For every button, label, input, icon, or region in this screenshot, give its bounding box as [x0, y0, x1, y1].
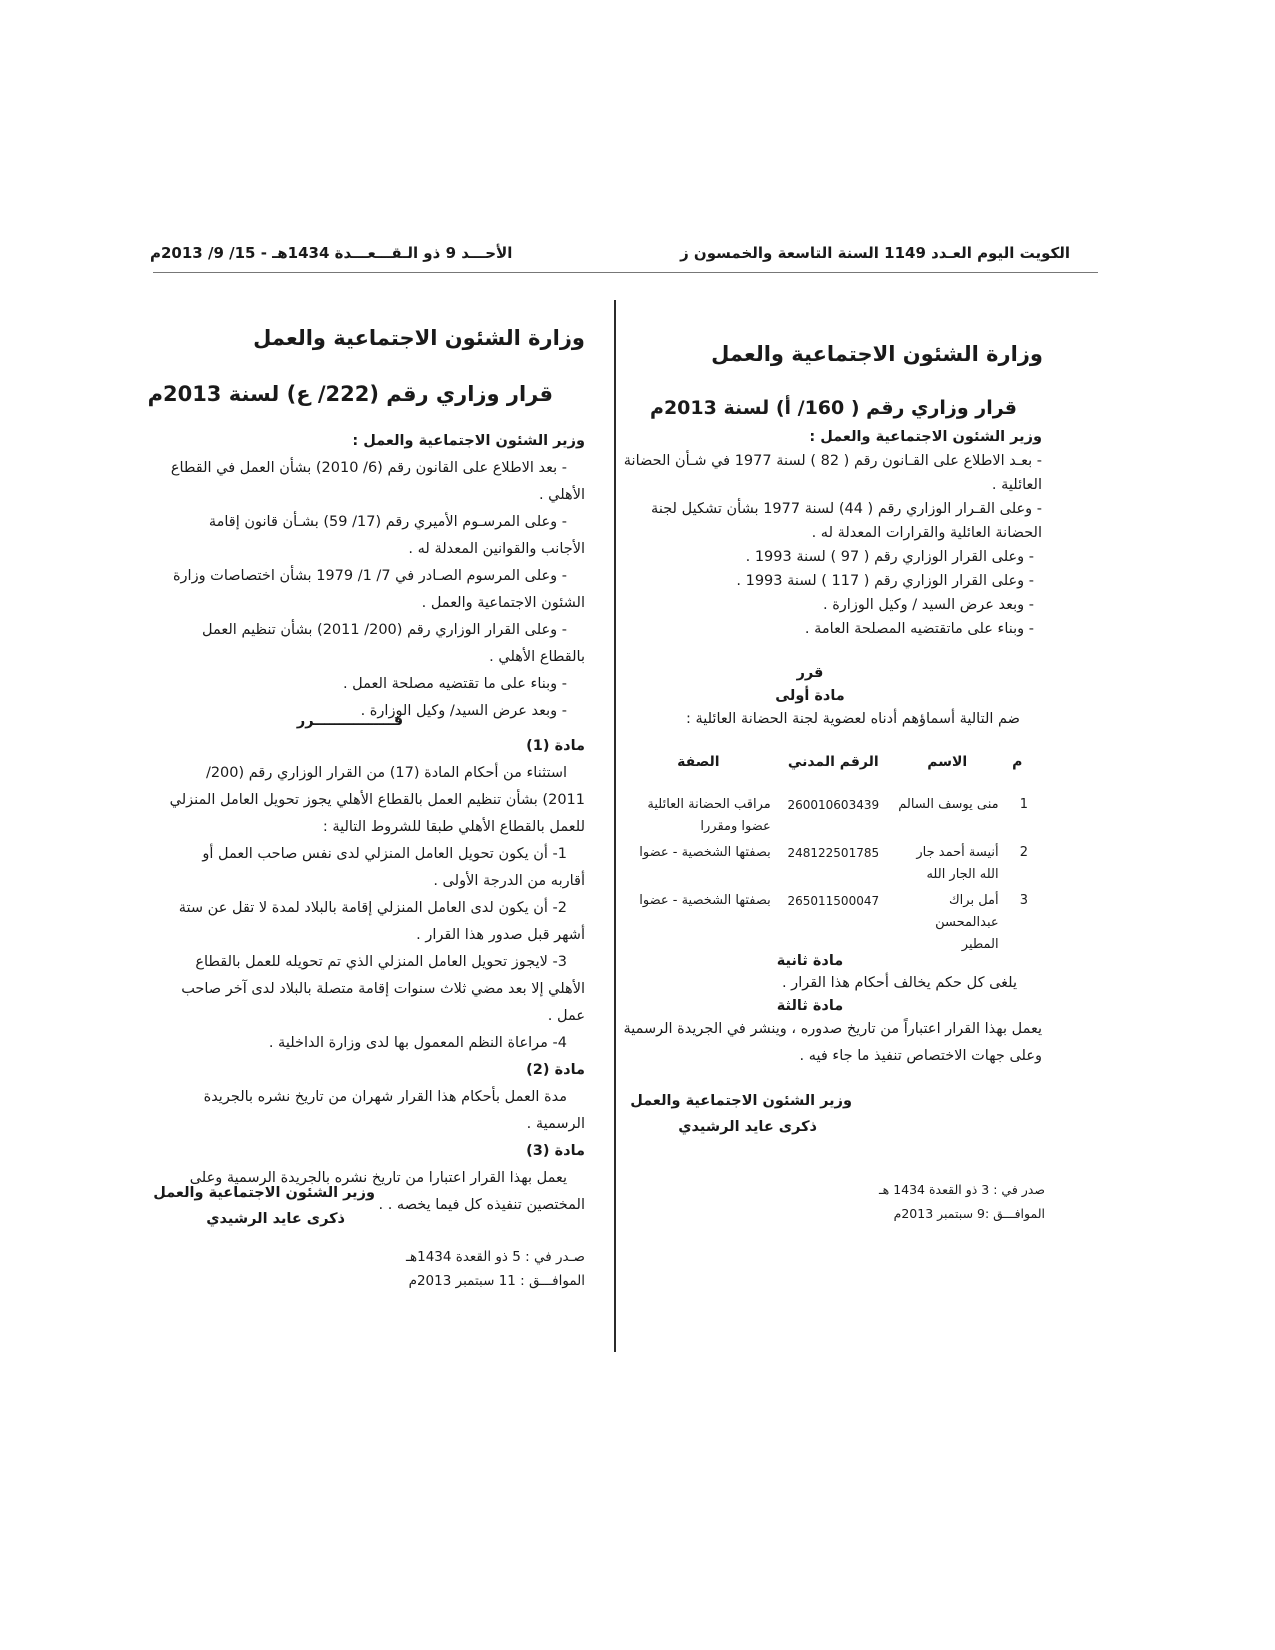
- right-signature: [592, 1088, 852, 1140]
- right-preamble-item: - بعـد الاطلاع على القـانون رقم ( 82 ) لسنة 1977 في شـأن الحضانة العائلية .: [623, 453, 1042, 493]
- cell-index: 3: [1019, 893, 1028, 908]
- left-condition: 4- مراعاة النظم المعمول بها لدى وزارة الداخلية .: [268, 1035, 567, 1051]
- table-header-row: [622, 752, 1032, 792]
- left-issue-date: [345, 1245, 585, 1293]
- left-minister-line: وزير الشئون الاجتماعية والعمل :: [352, 433, 585, 449]
- left-decided: قــــــــــــــــرر: [296, 713, 404, 729]
- left-decree-title: قرار وزاري رقم (222/ ع) لسنة 2013م: [147, 382, 553, 406]
- left-condition: 3- لايجوز تحويل العامل المنزلي الذي تم تحويله للعمل بالقطاع الأهلي إلا بعد مضي ثلاث سنوات إقامة متصلة بالبلاد لدى آخر صاحب عمل .: [181, 954, 585, 1024]
- column-divider: [614, 300, 616, 1352]
- members-table-wrap: [622, 752, 1032, 958]
- left-article1-intro: استثناء من أحكام المادة (17) من القرار الوزاري رقم (200/ 2011) بشأن تنظيم العمل بالقطاع الأهلي يجوز تحويل العامل المنزلي للعمل بالقطاع الأهلي طبقا للشروط التالية :: [169, 765, 585, 835]
- right-signature-title: وزير الشئون الاجتماعية والعمل: [630, 1093, 852, 1109]
- left-corresponding: الموافـــق : 11 سبتمبر 2013م: [408, 1273, 585, 1289]
- right-article3-text: يعمل بهذا القرار اعتباراً من تاريخ صدوره ، وينشر في الجريدة الرسمية وعلى جهات الاختصاص تنفيذ ما جاء فيه .: [623, 1021, 1042, 1064]
- right-preamble-item: - وبعد عرض السيد / وكيل الوزارة .: [822, 597, 1034, 613]
- left-signature-name: ذكرى عايد الرشيدي: [206, 1211, 345, 1227]
- left-article2-title: مادة (2): [526, 1062, 585, 1078]
- cell-name: أنيسة أحمد جار الله الجار الله: [916, 845, 999, 882]
- right-issued-in: صدر في : 3 ذو القعدة 1434 هـ: [878, 1182, 1045, 1197]
- left-preamble: [167, 428, 585, 725]
- cell-civil-id: 248122501785: [787, 846, 880, 860]
- left-article3-title: مادة (3): [526, 1143, 585, 1159]
- right-corresponding: الموافـــق :9 سبتمبر 2013م: [893, 1206, 1045, 1221]
- left-ministry-title: وزارة الشئون الاجتماعية والعمل: [253, 326, 585, 350]
- right-ministry-title: وزارة الشئون الاجتماعية والعمل: [711, 342, 1043, 366]
- cell-capacity: مراقب الحضانة العائلية عضوا ومقررا: [647, 797, 771, 834]
- right-article2-text: يلغى كل حكم يخالف أحكام هذا القرار .: [781, 975, 1017, 991]
- right-issue-date: [805, 1178, 1045, 1226]
- left-preamble-item: - وبعد عرض السيد/ وكيل الوزارة .: [360, 703, 567, 719]
- right-preamble-item: - وعلى القـرار الوزاري رقم ( 44) لسنة 1977 بشأن تشكيل لجنة الحضانة العائلية والقرارات المعدلة له .: [651, 501, 1042, 541]
- left-condition: 2- أن يكون لدى العامل المنزلي إقامة بالبلاد لمدة لا تقل عن ستة أشهر قبل صدور هذا القرار .: [178, 900, 585, 943]
- cell-index: 1: [1019, 797, 1028, 812]
- cell-name: أمل براك عبدالمحسن المطير: [935, 893, 999, 952]
- left-article1-title: مادة (1): [526, 738, 585, 754]
- right-preamble-item: - وعلى القرار الوزاري رقم ( 97 ) لسنة 1993 .: [745, 549, 1034, 565]
- right-preamble-item: - وبناء على ماتقتضيه المصلحة العامة .: [804, 621, 1034, 637]
- table-row: [622, 792, 1032, 840]
- left-preamble-item: - وعلى القرار الوزاري رقم (200/ 2011) بشأن تنظيم العمل بالقطاع الأهلي .: [202, 622, 585, 665]
- header-date: الأحـــد 9 ذو الـقـــعـــدة 1434هـ - 15/ 9/ 2013م: [150, 244, 513, 262]
- header-issue: الكويت اليوم العـدد 1149 السنة التاسعة والخمسون ز: [680, 244, 1070, 262]
- right-preamble-item: - وعلى القرار الوزاري رقم ( 117 ) لسنة 1993 .: [736, 573, 1034, 589]
- right-article2-title: مادة ثانية: [776, 953, 844, 969]
- table-row: [622, 840, 1032, 888]
- left-signature: [135, 1180, 375, 1232]
- left-condition: 1- أن يكون تحويل العامل المنزلي لدى نفس صاحب العمل أو أقاربه من الدرجة الأولى .: [202, 846, 585, 889]
- col-header-capacity: الصفة: [677, 754, 720, 770]
- left-preamble-item: - وبناء على ما تقتضيه مصلحة العمل .: [342, 676, 567, 692]
- col-header-index: م: [1012, 754, 1023, 770]
- right-minister-line: وزير الشئون الاجتماعية والعمل :: [809, 429, 1042, 445]
- cell-capacity: بصفتها الشخصية - عضوا: [639, 845, 771, 860]
- left-body: [167, 733, 585, 1219]
- cell-civil-id: 260010603439: [787, 798, 880, 812]
- right-preamble: [622, 425, 1042, 641]
- right-signature-name: ذكرى عايد الرشيدي: [678, 1119, 817, 1135]
- left-article2-text: مدة العمل بأحكام هذا القرار شهران من تاريخ نشره بالجريدة الرسمية .: [203, 1089, 585, 1132]
- cell-name: منى يوسف السالم: [898, 797, 999, 812]
- left-preamble-item: - بعد الاطلاع على القانون رقم (6/ 2010) بشأن العمل في القطاع الأهلي .: [170, 460, 585, 503]
- right-article1-title: مادة أولى: [775, 688, 845, 704]
- cell-capacity: بصفتها الشخصية - عضوا: [639, 893, 771, 908]
- right-article3-title: مادة ثالثة: [776, 998, 844, 1014]
- right-article1-text: ضم التالية أسماؤهم أدناه لعضوية لجنة الحضانة العائلية :: [685, 711, 1020, 727]
- right-decree-title: قرار وزاري رقم ( 160/ أ) لسنة 2013م: [650, 397, 1017, 419]
- left-preamble-item: - وعلى المرسوم الصـادر في 7/ 1/ 1979 بشأن اختصاصات وزارة الشئون الاجتماعية والعمل .: [172, 568, 585, 611]
- left-article3-text: يعمل بهذا القرار اعتبارا من تاريخ نشره بالجريدة الرسمية وعلى المختصين تنفيذه كل فيما يخصه . .: [189, 1170, 585, 1213]
- col-header-civil-id: الرقم المدني: [787, 754, 879, 770]
- cell-civil-id: 265011500047: [787, 894, 880, 908]
- left-signature-title: وزير الشئون الاجتماعية والعمل: [153, 1185, 375, 1201]
- members-table: [622, 752, 1032, 958]
- left-preamble-item: - وعلى المرسـوم الأميري رقم (17/ 59) بشـأن قانون إقامة الأجانب والقوانين المعدلة له .: [208, 514, 585, 557]
- cell-index: 2: [1019, 845, 1028, 860]
- header-rule: [153, 272, 1098, 273]
- col-header-name: الاسم: [927, 754, 968, 770]
- left-issued-in: صـدر في : 5 ذو القعدة 1434هـ: [406, 1249, 585, 1265]
- right-decided: قرر: [796, 665, 824, 681]
